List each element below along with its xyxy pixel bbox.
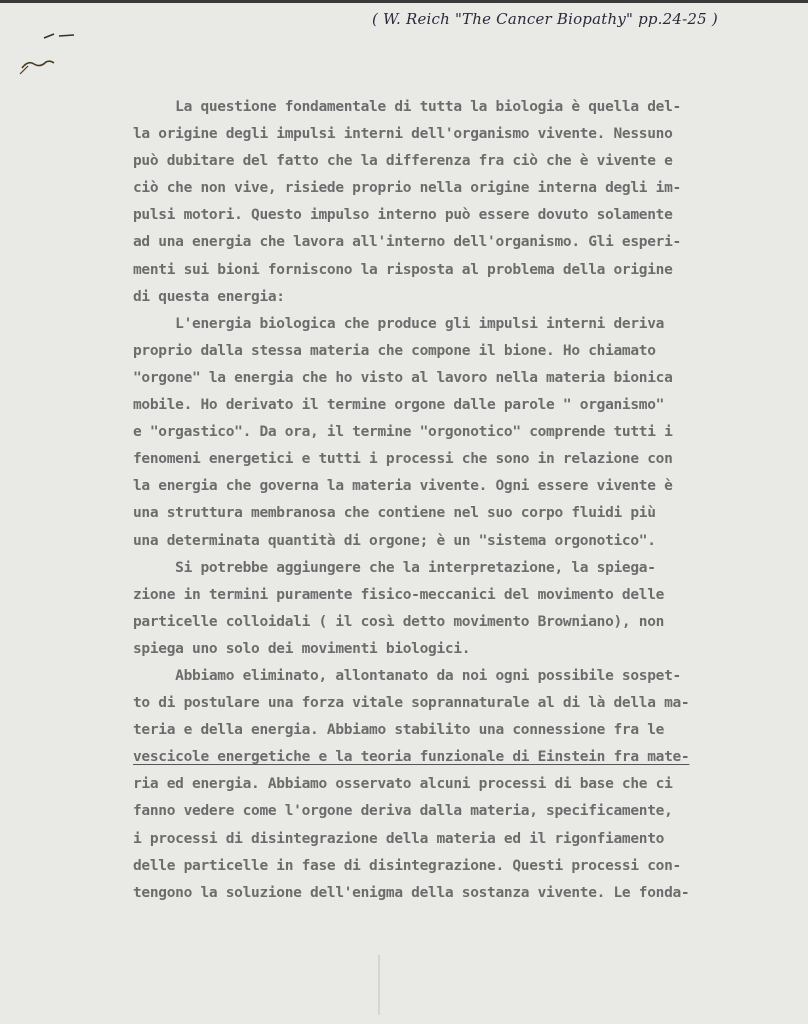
text-line: può dubitare del fatto che la differenza fra ciò che è vivente e (133, 153, 673, 170)
text-line: Si potrebbe aggiungere che la interpretazione, la spiega- (133, 559, 656, 576)
text-line: spiega uno solo dei movimenti biologici. (133, 640, 471, 657)
text-line: delle particelle in fase di disintegrazione. Questi processi con- (133, 857, 681, 874)
text-line: La questione fondamentale di tutta la biologia è quella del- (133, 99, 681, 115)
text-line: di questa energia: (133, 288, 285, 305)
handwritten-reference-note: ( W. Reich "The Cancer Biopathy" pp.24-25 ) (372, 10, 718, 28)
text-line: la origine degli impulsi interni dell'organismo vivente. Nessuno (133, 126, 673, 143)
underlined-text-line: vescicole energetiche e la teoria funzionale di Einstein fra mate- (133, 749, 690, 766)
text-line: ria ed energia. Abbiamo osservato alcuni processi di base che ci (133, 776, 673, 793)
text-line: una determinata quantità di orgone; è un "sistema orgonotico". (133, 532, 656, 549)
paper-fold-shadow (378, 955, 380, 1015)
text-line: fenomeni energetici e tutti i processi che sono in relazione con (133, 451, 673, 468)
text-line: tengono la soluzione dell'enigma della sostanza vivente. Le fonda- (133, 884, 690, 901)
text-line: una struttura membranosa che contiene nel suo corpo fluidi più (133, 505, 656, 522)
text-line: e "orgastico". Da ora, il termine "orgonotico" comprende tutti i (133, 424, 673, 441)
text-line: zione in termini puramente fisico-meccanici del movimento delle (133, 586, 665, 603)
text-line: teria e della energia. Abbiamo stabilito una connessione fra le (133, 722, 665, 739)
pen-mark-icon (14, 30, 84, 80)
text-line: "orgone" la energia che ho visto al lavoro nella materia bionica (133, 369, 673, 386)
typewritten-text (133, 94, 773, 907)
text-line: mobile. Ho derivato il termine orgone dalle parole " organismo" (133, 397, 665, 414)
text-line: ad una energia che lavora all'interno dell'organismo. Gli esperi- (133, 234, 681, 251)
text-line: proprio dalla stessa materia che compone il bione. Ho chiamato (133, 342, 656, 359)
text-line: menti sui bioni forniscono la risposta al problema della origine (133, 261, 673, 278)
text-line: la energia che governa la materia vivente. Ogni essere vivente è (133, 478, 673, 495)
text-line: particelle colloidali ( il così detto movimento Browniano), non (133, 613, 665, 630)
text-line: i processi di disintegrazione della materia ed il rigonfiamento (133, 830, 665, 847)
page-top-edge (0, 0, 808, 3)
text-line: ciò che non vive, risiede proprio nella origine interna degli im- (133, 180, 681, 197)
text-line: pulsi motori. Questo impulso interno può essere dovuto solamente (133, 207, 673, 224)
text-line: to di postulare una forza vitale soprannaturale al di là della ma- (133, 695, 690, 712)
text-line: fanno vedere come l'orgone deriva dalla materia, specificamente, (133, 803, 673, 820)
text-line: L'energia biologica che produce gli impulsi interni deriva (133, 315, 665, 332)
text-line: Abbiamo eliminato, allontanato da noi ogni possibile sospet- (133, 667, 681, 684)
